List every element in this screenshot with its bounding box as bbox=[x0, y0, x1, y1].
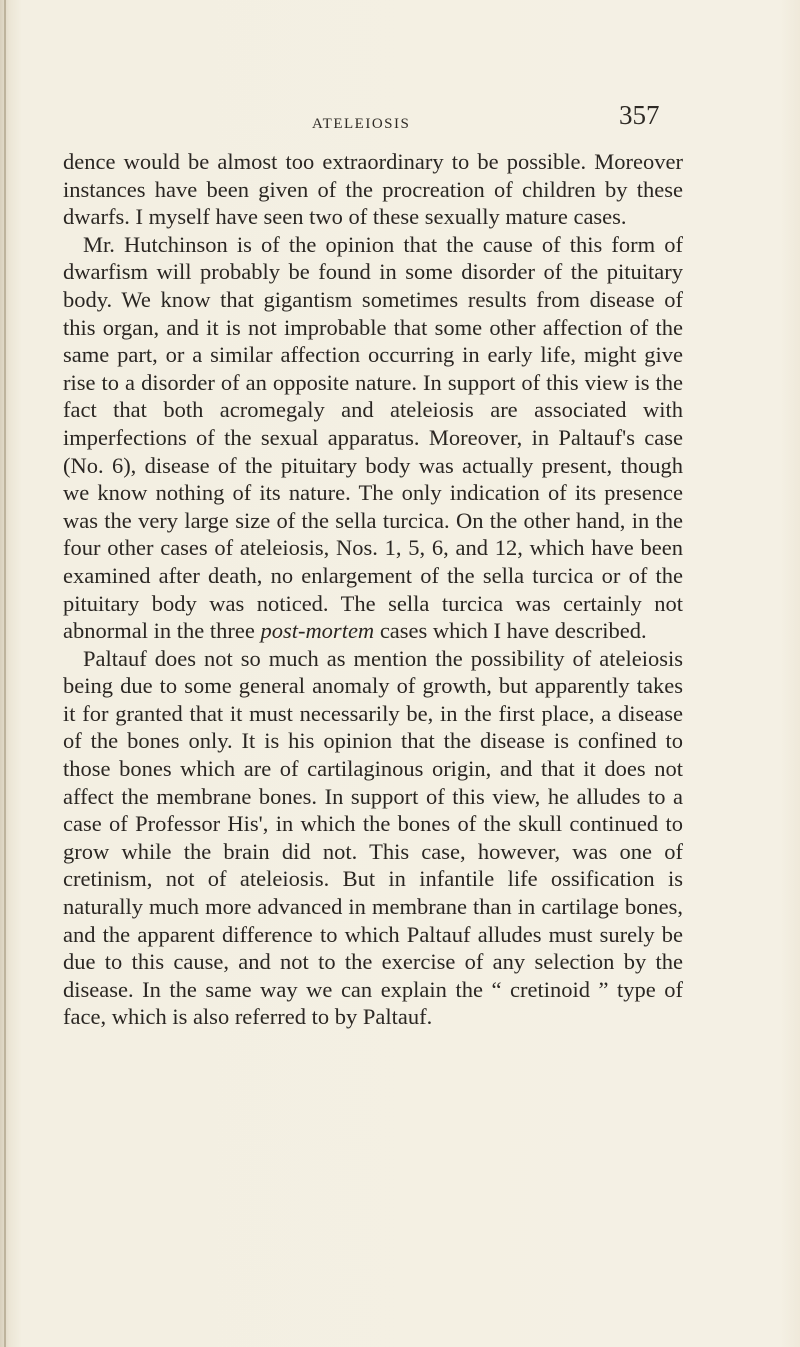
paragraph-2 bbox=[63, 231, 683, 645]
paragraph-2-emphasis: post-mortem bbox=[260, 618, 375, 644]
paragraph-1: dence would be almost too extraordinary to be possible. Moreover instances have been given of the procreation of children by these dwarfs. I myself have seen two of these sexually mature cases. bbox=[63, 149, 683, 230]
page-gutter-shadow bbox=[4, 0, 6, 1347]
running-head bbox=[0, 100, 800, 140]
paragraph-3: Paltauf does not so much as mention the possibility of ateleiosis being due to some general anomaly of growth, but apparently takes it for granted that it must necessarily be, in the first place, a disease of the bones only. It is his opinion that the disease is confined to those bones which are of cartilaginous origin, and that it does not affect the membrane bones. In support of this view, he alludes to a case of Professor His', in which the bones of the skull continued to grow while the brain did not. This case, however, was one of cretinism, not of ateleiosis. But in infantile life ossification is naturally much more advanced in membrane than in cartilage bones, and the apparent difference to which Paltauf alludes must surely be due to this cause, and not to the exercise of any selection by the disease. In the same way we can explain the “ cretinoid ” type of face, which is also referred to by Paltauf. bbox=[63, 645, 683, 1030]
paragraph-2-text: Mr. Hutchinson is of the opinion that the cause of this form of dwarfism will probably be found in some disorder of the pituitary body. We know that gigantism sometimes results from disease of this organ, and it is not improbable that some other affection of the same part, or a similar affection occurring in early life, might give rise to a disorder of an opposite nature. In support of this view is the fact that both acromegaly and ateleiosis are associated with imperfections of the sexual apparatus. Moreover, in Paltauf's case (No. 6), disease of the pituitary body was actually present, though we know nothing of its nature. The only indication of its presence was the very large size of the sella turcica. On the other hand, in the four other cases of ateleiosis, Nos. 1, 5, 6, and 12, which have been examined after death, no enlargement of the sella turcica or of the pituitary body was noticed. The sella turcica was certainly not abnormal in the three bbox=[63, 231, 683, 644]
body-text bbox=[63, 148, 683, 1031]
running-title: ATELEIOSIS bbox=[312, 116, 411, 132]
paragraph-2-tail: cases which I have described. bbox=[374, 618, 647, 644]
page-number: 357 bbox=[619, 100, 660, 130]
